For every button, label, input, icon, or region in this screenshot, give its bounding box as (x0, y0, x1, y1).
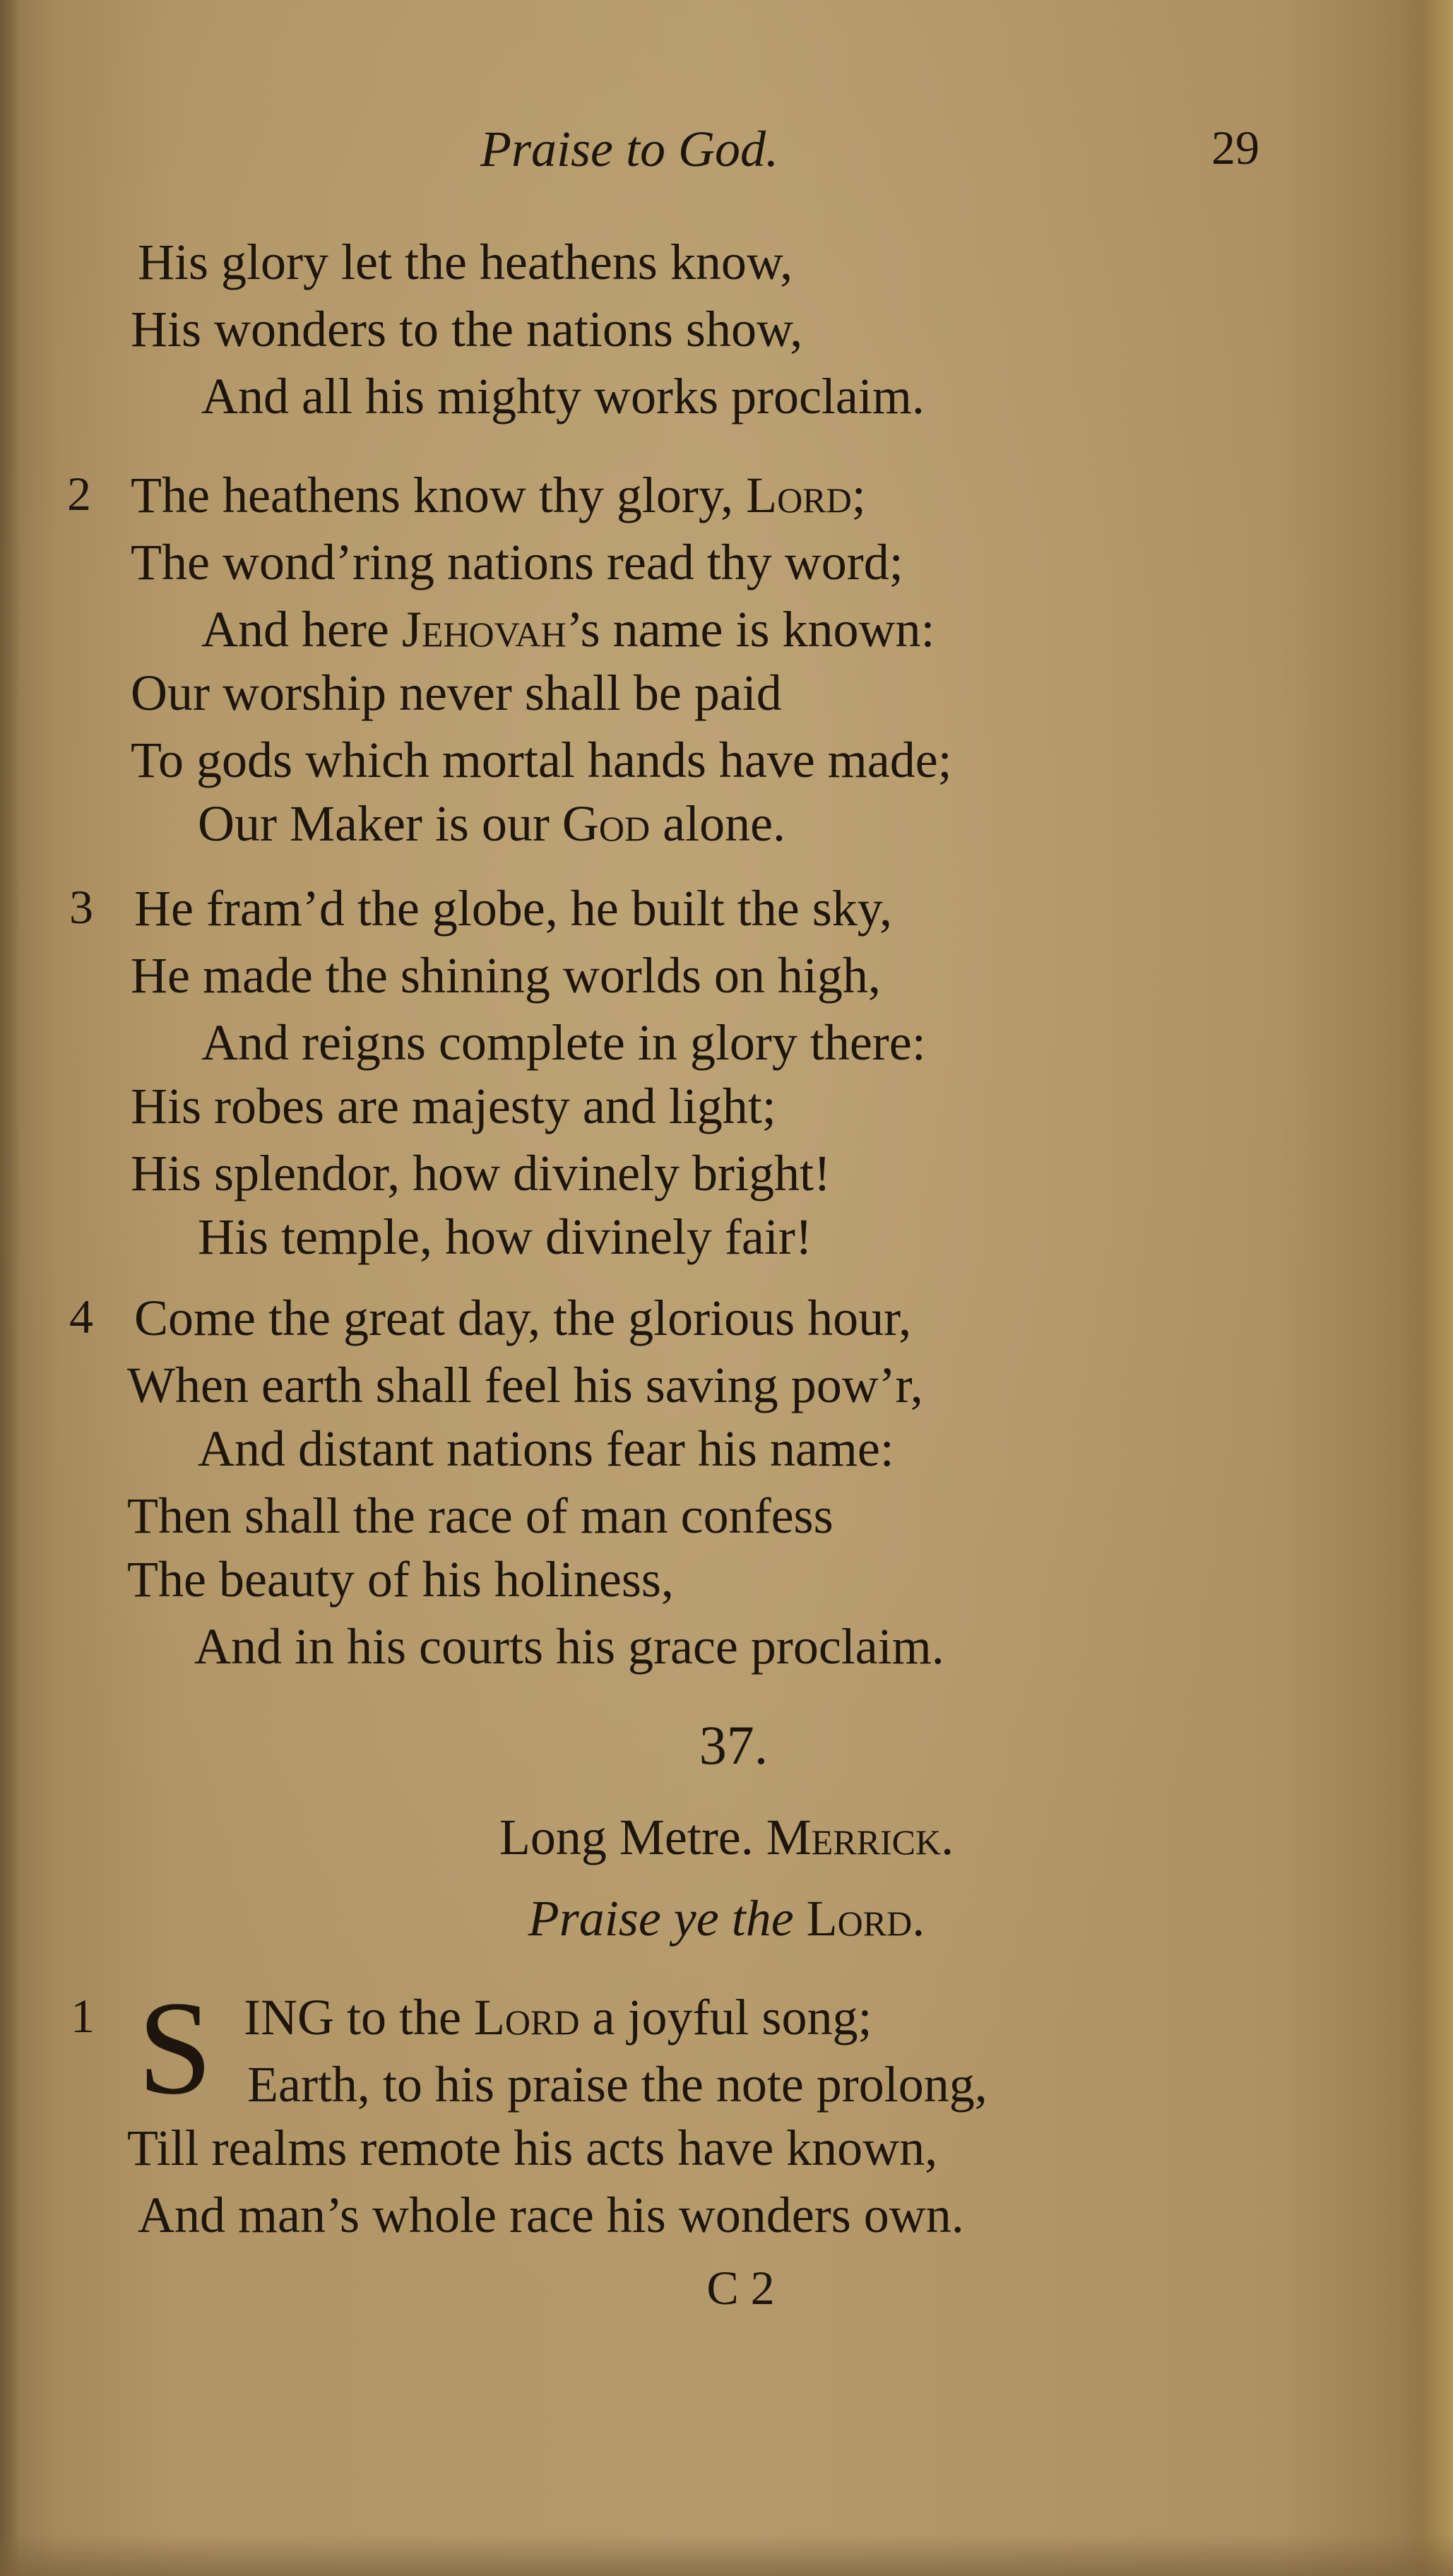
stanza-number: 4 (69, 1290, 93, 1343)
metre-heading (0, 1809, 1453, 1865)
verse-line: Come the great day, the glorious hour, (134, 1290, 912, 1346)
running-title: Praise to God. (480, 121, 778, 177)
subtitle-lord: Lord. (806, 1890, 925, 1947)
stanza-number: 2 (67, 467, 91, 521)
metre-label: Long Metre. (499, 1809, 754, 1865)
verse-line: ING to the Lord a joyful song; (244, 1989, 872, 2046)
verse-line: His splendor, how divinely bright! (131, 1145, 831, 1201)
verse-line: His temple, how divinely fair! (198, 1209, 812, 1265)
verse-line: His robes are majesty and light; (131, 1078, 776, 1134)
verse-line: Our Maker is our God alone. (198, 795, 786, 852)
subtitle-text: Praise ye the (528, 1890, 794, 1947)
stanza-number: 3 (69, 880, 93, 934)
page-gutter-shadow (0, 0, 20, 2576)
verse-line: And man’s whole race his wonders own. (138, 2187, 964, 2243)
page-edge (1404, 0, 1453, 2576)
page-number: 29 (1211, 121, 1259, 174)
author-name: Merrick. (766, 1809, 954, 1865)
verse-line: His glory let the heathens know, (138, 234, 793, 290)
verse-line: And distant nations fear his name: (198, 1420, 894, 1477)
verse-line: And reigns complete in glory there: (201, 1014, 926, 1071)
stanza-number: 1 (71, 1989, 95, 2043)
verse-line: And in his courts his grace proclaim. (194, 1618, 944, 1675)
verse-line: The heathens know thy glory, Lord; (131, 467, 866, 523)
hymn-subtitle (0, 1890, 1453, 1947)
drop-cap: S (138, 1974, 213, 2123)
verse-line: He made the shining worlds on high, (131, 947, 881, 1004)
page-bottom-edge (0, 2534, 1453, 2576)
verse-line: To gods which mortal hands have made; (131, 732, 952, 788)
verse-line: And here Jehovah’s name is known: (201, 601, 935, 658)
verse-line: The beauty of his holiness, (127, 1551, 674, 1608)
verse-line: The wond’ring nations read thy word; (131, 534, 903, 590)
verse-line: He fram’d the globe, he built the sky, (134, 880, 893, 937)
verse-line: Earth, to his praise the note prolong, (247, 2056, 988, 2113)
verse-line: When earth shall feel his saving pow’r, (127, 1357, 923, 1413)
verse-line: Then shall the race of man confess (127, 1488, 834, 1544)
verse-line: Till realms remote his acts have known, (127, 2120, 938, 2176)
verse-line: Our worship never shall be paid (131, 665, 782, 721)
verse-line: His wonders to the nations show, (131, 301, 803, 357)
verse-line: And all his mighty works proclaim. (201, 368, 925, 425)
signature-mark: C 2 (706, 2261, 775, 2315)
hymn-number: 37. (699, 1714, 769, 1776)
